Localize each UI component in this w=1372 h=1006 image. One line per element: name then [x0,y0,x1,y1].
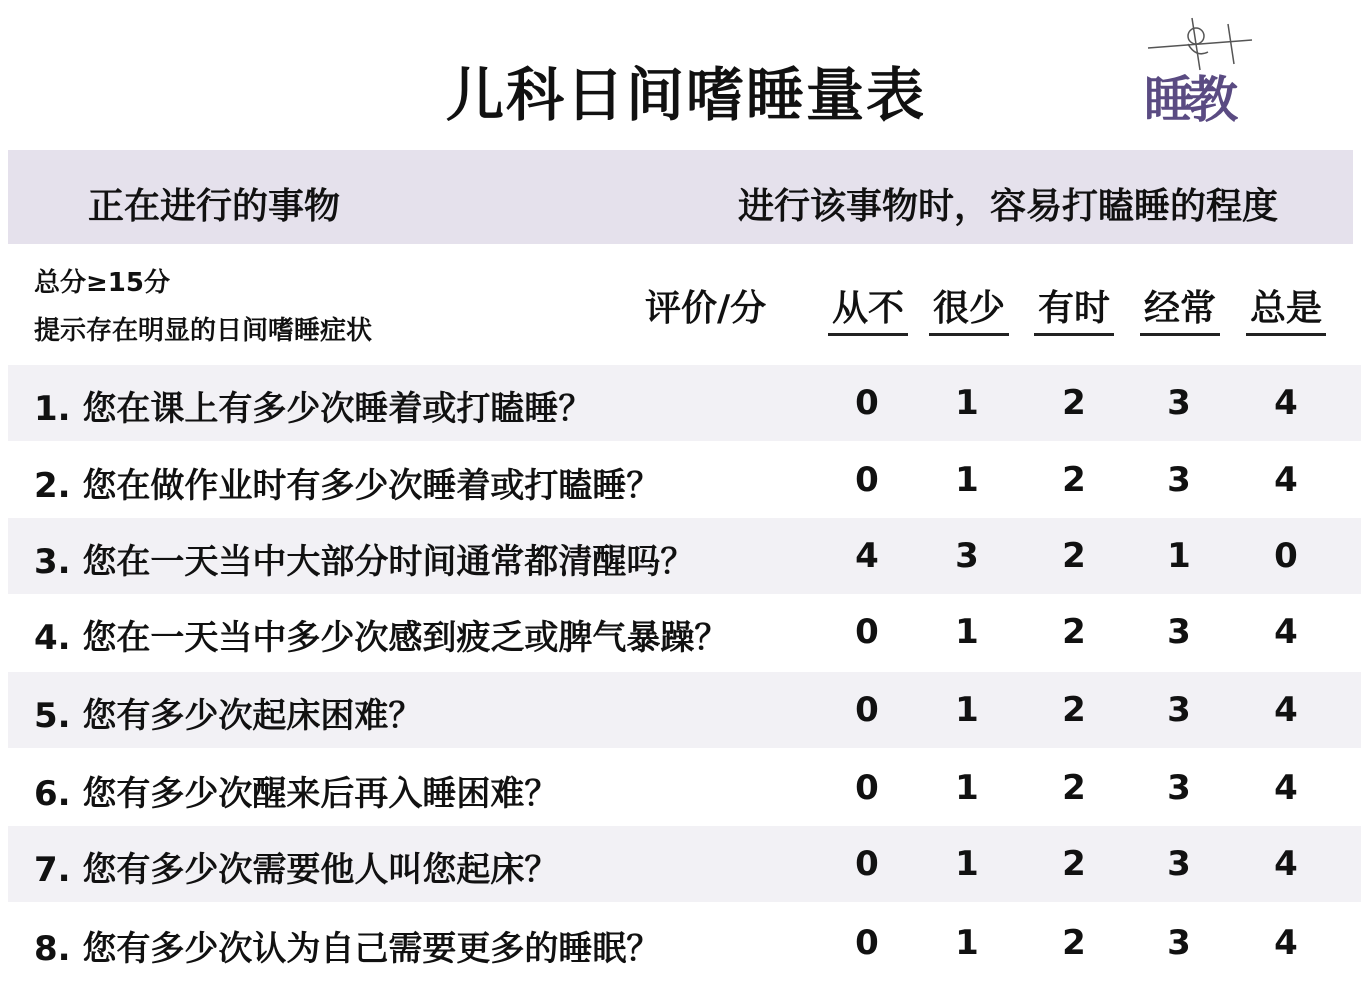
score-sometimes: 2 [1062,383,1086,423]
score-rarely: 1 [955,383,979,423]
question-text: 1. 您在课上有多少次睡着或打瞌睡？ [34,389,593,429]
score-always: 4 [1274,612,1298,652]
score-rarely: 1 [955,460,979,500]
question-text: 8. 您有多少次认为自己需要更多的睡眠？ [34,929,661,969]
score-sometimes: 2 [1062,690,1086,730]
logo-text: 睡教 [1144,71,1232,129]
score-often: 3 [1167,768,1191,808]
col-header-rarely: 很少 [929,280,1009,336]
score-never: 0 [855,690,879,730]
table-row [8,594,1361,670]
col-header-often: 经常 [1140,280,1220,336]
score-meaning-note: 提示存在明显的日间嗜睡症状 [34,316,373,346]
question-text: 6. 您有多少次醒来后再入睡困难？ [34,774,559,814]
question-text: 2. 您在做作业时有多少次睡着或打瞌睡？ [34,466,661,506]
score-often: 3 [1167,690,1191,730]
score-always: 4 [1274,923,1298,963]
score-never: 4 [855,536,879,576]
table-row [8,365,1361,441]
score-never: 0 [855,923,879,963]
activity-column-header: 正在进行的事物 [88,186,341,227]
score-rarely: 1 [955,612,979,652]
score-always: 0 [1274,536,1298,576]
score-threshold-note: 总分≥15分 [34,268,170,298]
dozing-degree-header: 进行该事物时，容易打瞌睡的程度 [738,186,1279,227]
score-often: 3 [1167,383,1191,423]
score-never: 0 [855,768,879,808]
question-text: 4. 您在一天当中多少次感到疲乏或脾气暴躁？ [34,618,729,658]
table-header-band [8,150,1353,244]
table-row [8,518,1361,594]
score-often: 3 [1167,612,1191,652]
score-never: 0 [855,460,879,500]
score-always: 4 [1274,690,1298,730]
score-never: 0 [855,844,879,884]
score-sometimes: 2 [1062,460,1086,500]
page-title: 儿科日间嗜睡量表 [445,61,926,129]
col-header-never: 从不 [828,280,908,336]
table-row [8,672,1361,748]
logo [1140,14,1260,129]
score-sometimes: 2 [1062,844,1086,884]
score-always: 4 [1274,768,1298,808]
score-rarely: 1 [955,844,979,884]
rating-label: 评价/分 [645,288,767,329]
score-sometimes: 2 [1062,536,1086,576]
score-sometimes: 2 [1062,612,1086,652]
table-row [8,442,1361,518]
col-header-always: 总是 [1246,280,1326,336]
score-rarely: 1 [955,690,979,730]
score-rarely: 3 [955,536,979,576]
score-always: 4 [1274,383,1298,423]
score-always: 4 [1274,460,1298,500]
score-rarely: 1 [955,923,979,963]
score-always: 4 [1274,844,1298,884]
score-sometimes: 2 [1062,923,1086,963]
score-never: 0 [855,612,879,652]
score-rarely: 1 [955,768,979,808]
question-text: 7. 您有多少次需要他人叫您起床？ [34,850,559,890]
score-sometimes: 2 [1062,768,1086,808]
score-often: 3 [1167,923,1191,963]
table-row [8,750,1361,826]
score-never: 0 [855,383,879,423]
question-text: 5. 您有多少次起床困难？ [34,696,423,736]
table-row [8,826,1361,902]
question-text: 3. 您在一天当中大部分时间通常都清醒吗？ [34,542,695,582]
table-row [8,905,1361,981]
score-often: 1 [1167,536,1191,576]
col-header-sometimes: 有时 [1034,280,1114,336]
score-often: 3 [1167,844,1191,884]
score-often: 3 [1167,460,1191,500]
